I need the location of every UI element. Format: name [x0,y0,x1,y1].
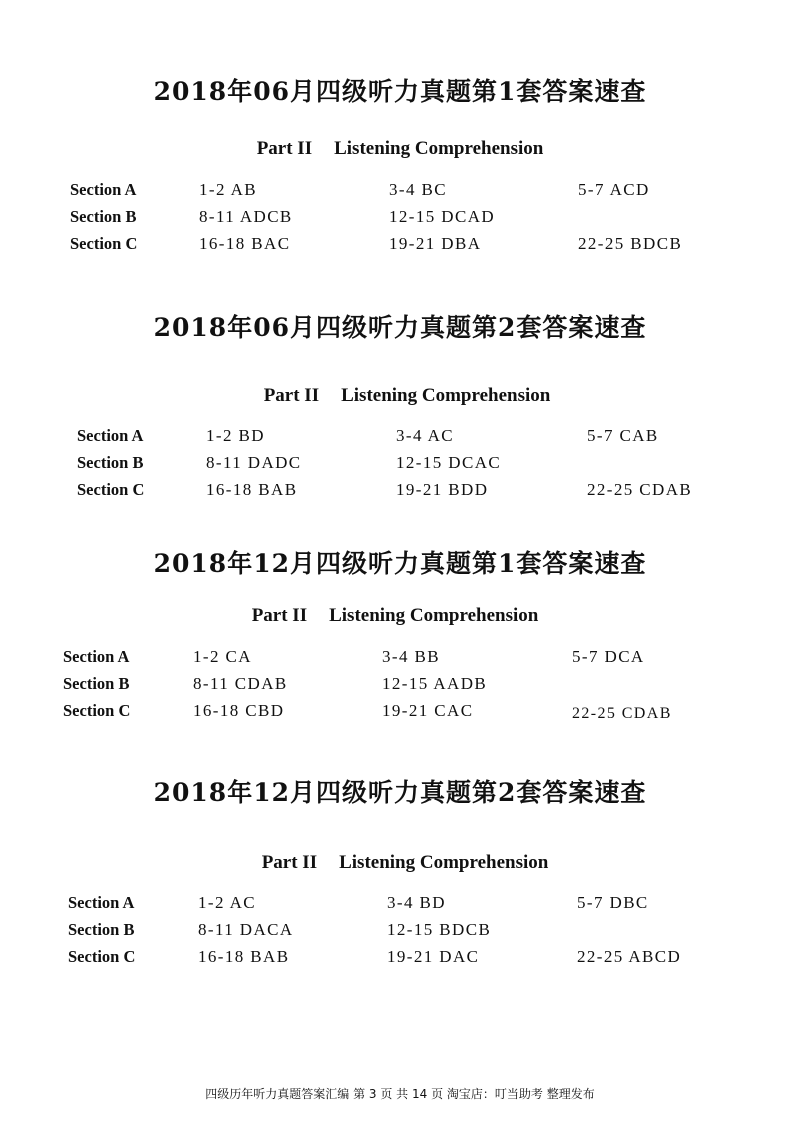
section-label: Section B [68,920,135,939]
answer-cell: 8-11 DACA [198,920,294,939]
part-label: Part II [256,138,313,159]
part-name: Listening Comprehension [341,385,551,406]
section-label: Section A [68,893,135,912]
section-row [0,947,800,974]
answer-cell: 3-4 BB [382,647,440,666]
set-title: 2018年06月四级听力真题第2套答案速查 [153,313,647,342]
part-heading [0,852,800,874]
answer-cell: 3-4 AC [396,426,454,445]
set-title: 2018年12月四级听力真题第2套答案速查 [153,778,647,807]
answer-cell: 3-4 BC [389,180,447,199]
section-row [0,180,800,207]
section-label: Section C [77,480,145,499]
section-row [0,426,800,453]
answer-cell: 16-18 BAC [199,234,291,253]
answer-cell: 19-21 BDD [396,480,489,499]
section-row [0,234,800,261]
section-row [0,207,800,234]
answer-cell: 12-15 DCAD [389,207,496,226]
page-footer: 四级历年听力真题答案汇编 第 3 页 共 14 页 淘宝店：叮当助考 整理发布 [205,1087,595,1101]
part-name: Listening Comprehension [329,605,539,626]
set-title: 2018年12月四级听力真题第1套答案速查 [153,549,647,578]
answer-cell: 5-7 ACD [578,180,650,199]
answer-cell: 19-21 DAC [387,947,480,966]
section-label: Section C [68,947,136,966]
answer-cell: 12-15 BDCB [387,920,492,939]
answer-cell: 12-15 AADB [382,674,488,693]
answer-cell: 12-15 DCAC [396,453,502,472]
section-label: Section B [70,207,137,226]
part-label: Part II [251,605,308,626]
section-row [0,701,800,728]
part-label: Part II [261,852,318,873]
set-title: 2018年06月四级听力真题第1套答案速查 [153,77,647,106]
answer-cell: 5-7 DBC [577,893,649,912]
section-label: Section A [77,426,144,445]
answer-cell: 1-2 AB [199,180,257,199]
part-name: Listening Comprehension [334,138,544,159]
answer-cell: 1-2 CA [193,647,252,666]
section-label: Section A [70,180,137,199]
answer-cell: 16-18 CBD [193,701,285,720]
answer-cell: 1-2 BD [206,426,265,445]
answer-cell: 22-25 ABCD [577,947,682,966]
answer-cell: 5-7 CAB [587,426,659,445]
part-label: Part II [263,385,320,406]
answer-cell: 8-11 CDAB [193,674,288,693]
section-row [0,647,800,674]
answer-cell: 3-4 BD [387,893,446,912]
section-row [0,480,800,507]
section-label: Section A [63,647,130,666]
answer-cell: 22-25 BDCB [578,234,683,253]
part-heading [0,605,800,627]
section-row [0,674,800,701]
answer-cell: 16-18 BAB [206,480,298,499]
section-label: Section C [70,234,138,253]
answer-cell: 22-25 CDAB [587,480,693,499]
answer-cell: 22-25 CDAB [572,705,672,722]
answer-cell: 5-7 DCA [572,647,645,666]
section-label: Section C [63,701,131,720]
section-label: Section B [63,674,130,693]
part-heading [0,138,800,160]
part-name: Listening Comprehension [339,852,549,873]
answer-cell: 1-2 AC [198,893,256,912]
section-row [0,920,800,947]
answer-cell: 19-21 DBA [389,234,482,253]
answer-cell: 8-11 DADC [206,453,302,472]
section-row [0,453,800,480]
section-row [0,893,800,920]
section-label: Section B [77,453,144,472]
answer-cell: 16-18 BAB [198,947,290,966]
answer-cell: 19-21 CAC [382,701,474,720]
part-heading [0,385,800,407]
answer-cell: 8-11 ADCB [199,207,293,226]
